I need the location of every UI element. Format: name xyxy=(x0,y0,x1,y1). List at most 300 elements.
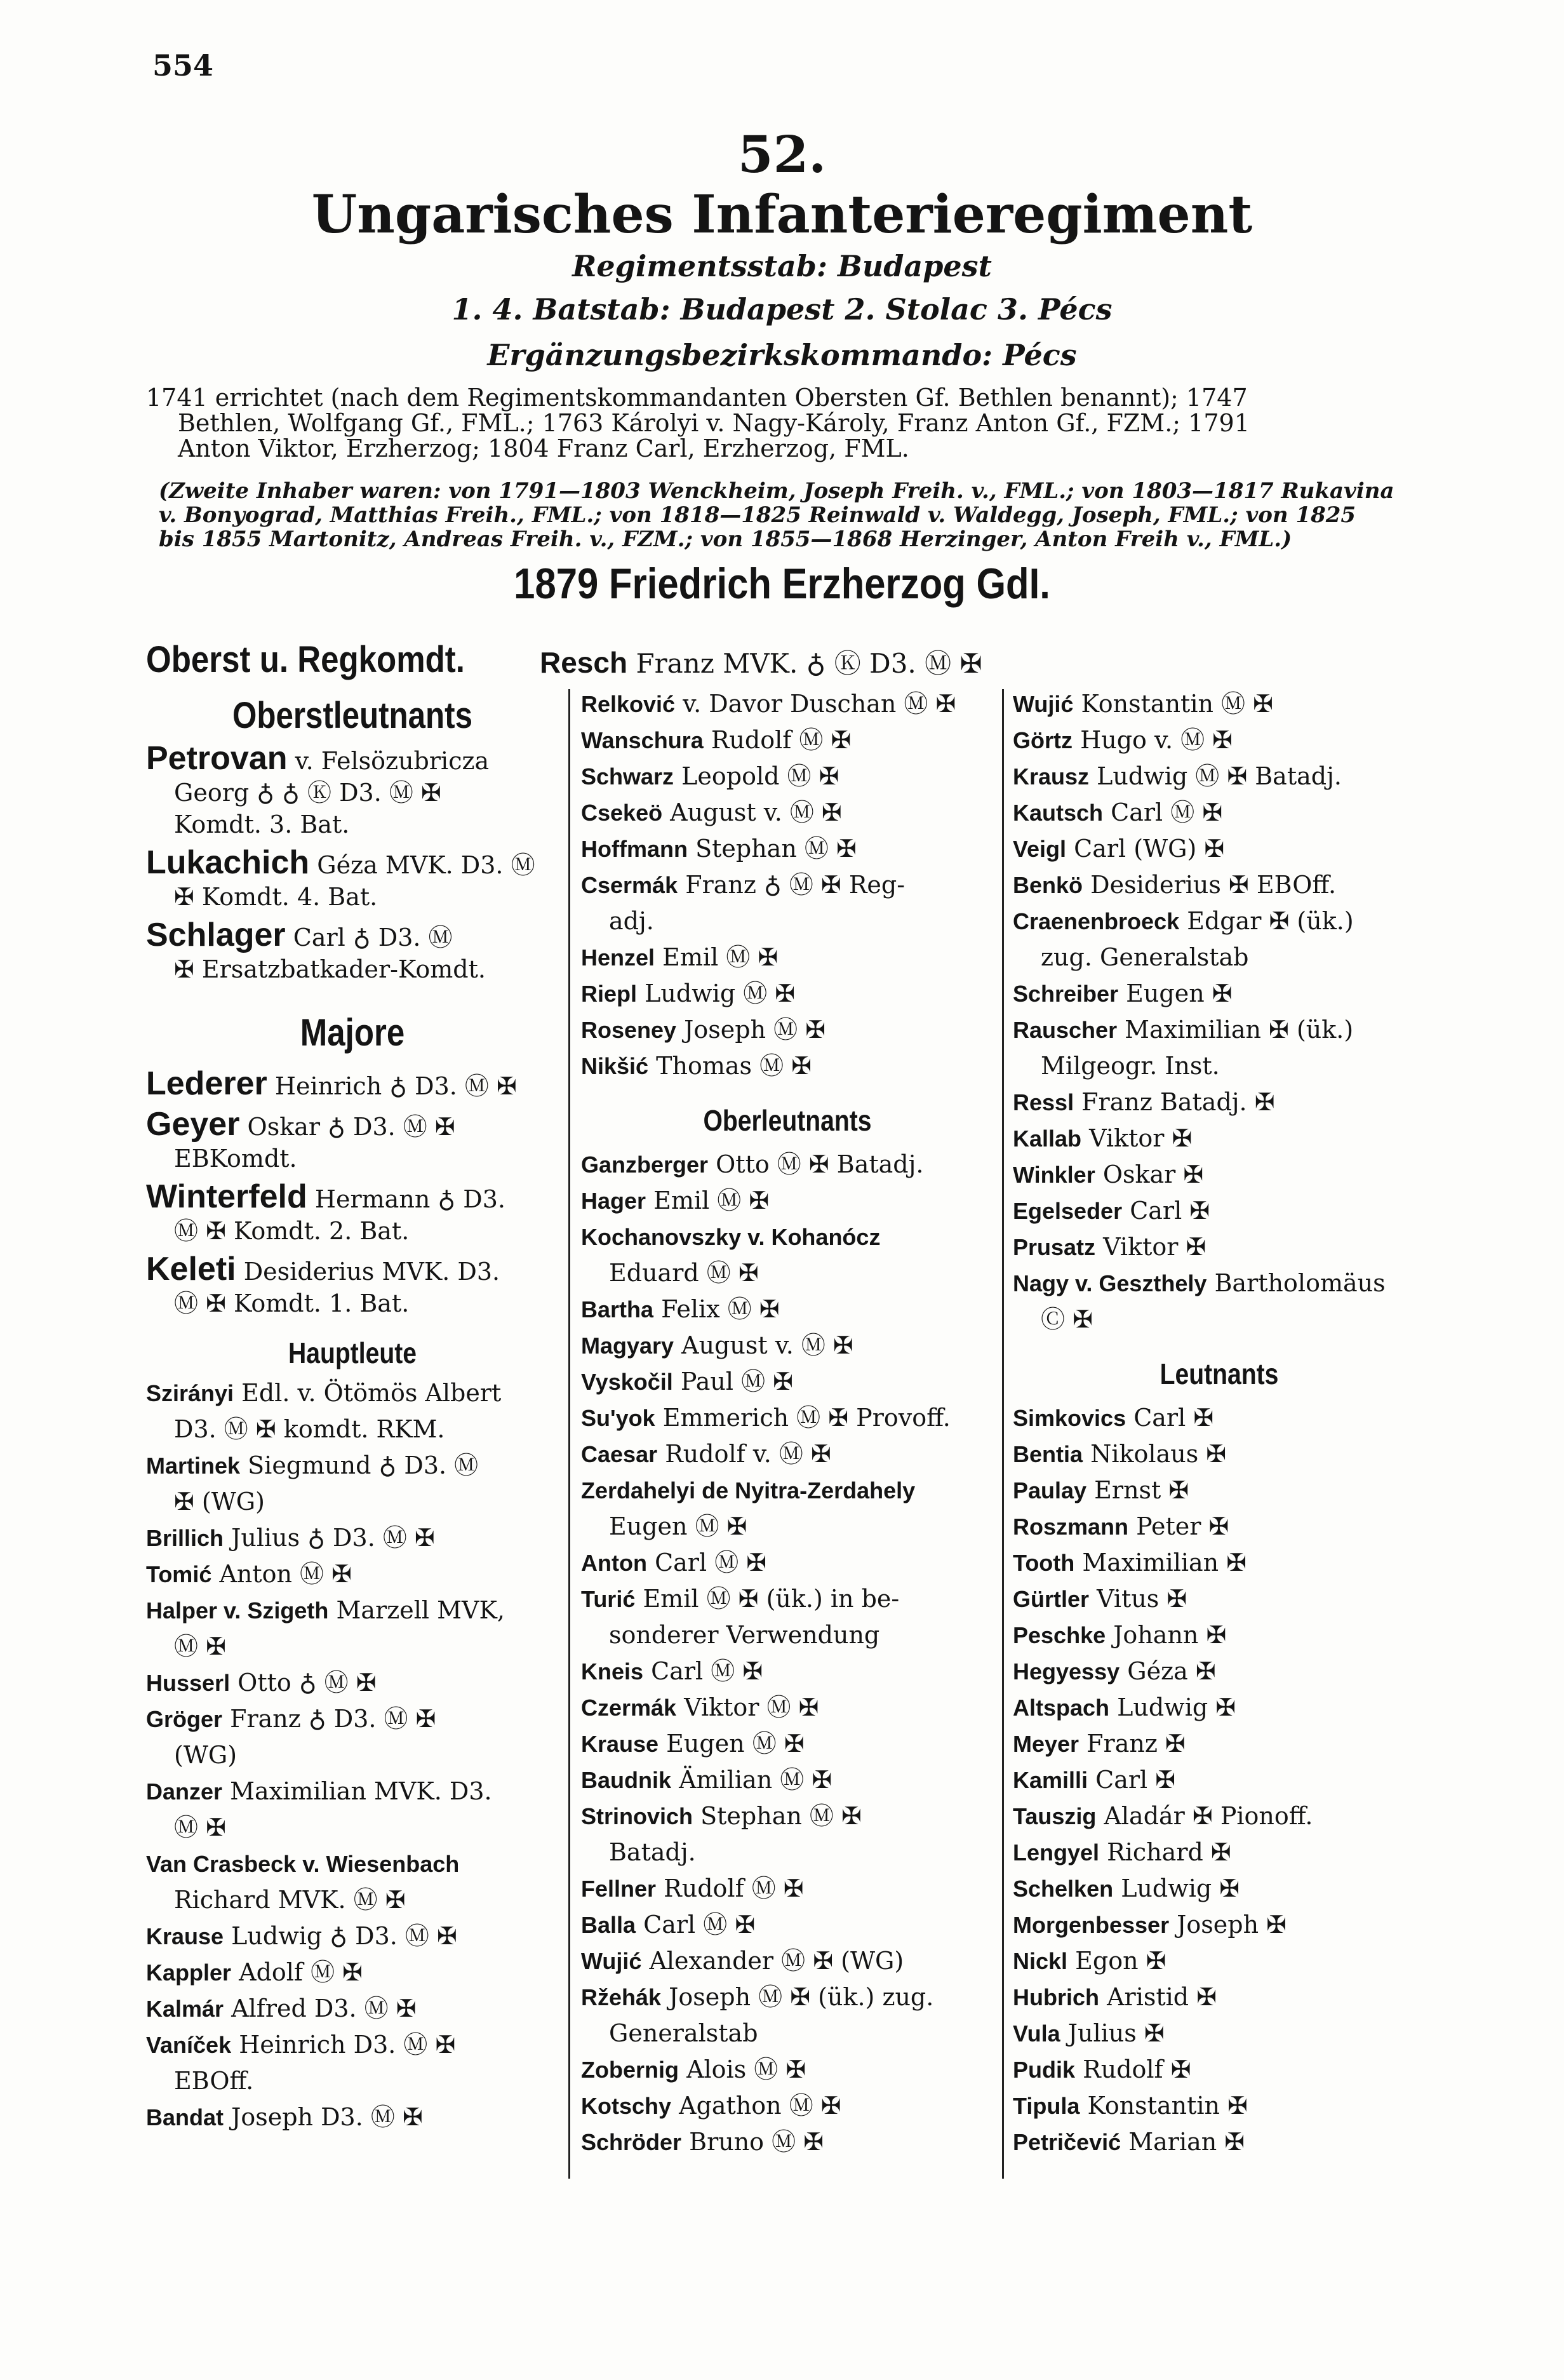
officer-entry xyxy=(581,1364,994,1400)
officer-surname: Schröder xyxy=(581,2129,682,2155)
officer-details: Oskar ♁ D3. Ⓜ ✠ xyxy=(247,1113,455,1141)
officer-details: Maximilian ✠ xyxy=(1082,1549,1247,1577)
officer-surname: Wujić xyxy=(581,1948,642,1974)
history-line: Bethlen, Wolfgang Gf., FML.; 1763 Károlyi v. Nagy-Károly, Franz Anton Gf., FZM.; 1791 xyxy=(178,409,1250,437)
officer-line xyxy=(581,1979,994,2015)
officer-line xyxy=(146,1773,559,1810)
officer-line xyxy=(581,1400,994,1436)
officer-line xyxy=(1013,1798,1426,1834)
officer-entry xyxy=(146,1253,559,1319)
officer-continuation: ✠ Komdt. 4. Bat. xyxy=(174,883,378,911)
page-number: 554 xyxy=(152,48,214,83)
officer-details: Joseph Ⓜ ✠ xyxy=(684,1016,826,1044)
officer-entry xyxy=(1013,1617,1426,1653)
officer-line xyxy=(146,740,559,777)
officer-line xyxy=(1013,1617,1426,1653)
officer-surname: Altspach xyxy=(1013,1695,1110,1721)
officer-entry xyxy=(1013,722,1426,758)
officer-line xyxy=(581,722,994,758)
regiment-staff: Regimentsstab: Budapest xyxy=(572,249,992,283)
officer-surname: Krause xyxy=(581,1731,659,1757)
officer-line xyxy=(1013,831,1426,867)
officer-line xyxy=(581,2124,994,2160)
majore-list xyxy=(146,1065,559,1319)
battalion-staffs: 1. 4. Batstab: Budapest 2. Stolac 3. Pécs xyxy=(451,292,1113,326)
officer-continuation: Eduard Ⓜ ✠ xyxy=(609,1259,759,1287)
column-right xyxy=(1013,686,1426,2160)
officer-continuation: Ⓒ ✠ xyxy=(1041,1305,1093,1333)
officer-surname: Magyary xyxy=(581,1333,674,1359)
officer-entry xyxy=(146,1448,559,1520)
officer-line xyxy=(581,1798,994,1834)
officer-entry xyxy=(581,1183,994,1219)
leutnants-list xyxy=(1013,1400,1426,2160)
officer-surname: Prusatz xyxy=(1013,1234,1096,1260)
oberleutnants-list xyxy=(581,1146,994,2160)
officer-details: Carl Ⓜ ✠ xyxy=(643,1911,756,1939)
officer-line xyxy=(1013,2052,1426,2088)
officer-entry xyxy=(581,1653,994,1690)
officer-details: Hugo v. Ⓜ ✠ xyxy=(1080,726,1233,754)
officer-line xyxy=(1013,2124,1426,2160)
history-line: Anton Viktor, Erzherzog; 1804 Franz Carl, Erzherzog, FML. xyxy=(178,434,909,462)
officer-entry xyxy=(581,2052,994,2088)
officer-details: Emmerich Ⓜ ✠ Provoff. xyxy=(662,1404,951,1432)
officer-entry xyxy=(581,1328,994,1364)
officer-details: Carl Ⓜ ✠ xyxy=(1111,798,1223,826)
officer-details: Rudolf Ⓜ ✠ xyxy=(711,726,852,754)
officer-entry xyxy=(581,1146,994,1183)
officer-details: Joseph D3. Ⓜ ✠ xyxy=(231,2103,423,2131)
officer-line xyxy=(1013,1265,1426,1301)
column-left xyxy=(146,689,559,2135)
officer-line xyxy=(1013,1581,1426,1617)
officer-surname: Kappler xyxy=(146,1960,232,1986)
officer-continuation: Komdt. 3. Bat. xyxy=(174,810,350,838)
officer-details: Ludwig Ⓜ ✠ Batadj. xyxy=(1097,762,1342,790)
officer-details: Franz ♁ D3. Ⓜ ✠ xyxy=(230,1705,436,1733)
officer-entry xyxy=(581,686,994,722)
officer-entry xyxy=(1013,795,1426,831)
column-middle xyxy=(581,686,994,2160)
officer-surname: Henzel xyxy=(581,945,655,971)
officer-surname: Roseney xyxy=(581,1017,677,1043)
officer-details: Eugen Ⓜ ✠ xyxy=(666,1730,805,1758)
officer-line xyxy=(1013,1012,1426,1048)
officer-line xyxy=(581,831,994,867)
officer-surname: Strinovich xyxy=(581,1803,693,1829)
officer-line xyxy=(1013,1120,1426,1157)
officer-surname: Petričević xyxy=(1013,2129,1121,2155)
officer-details: Carl ✠ xyxy=(1130,1197,1210,1225)
officer-surname: Krause xyxy=(146,1923,224,1949)
officer-line xyxy=(1013,758,1426,795)
officer-entry xyxy=(146,1520,559,1556)
officer-surname: Kochanovszky v. Kohanócz xyxy=(581,1224,881,1250)
officer-surname: Vula xyxy=(1013,2020,1060,2047)
officer-line xyxy=(146,1253,559,1287)
officer-surname: Nikšić xyxy=(581,1053,649,1079)
regiment-title: Ungarisches Infanterieregiment xyxy=(311,184,1253,245)
officer-entry xyxy=(1013,1545,1426,1581)
officer-entry xyxy=(581,2124,994,2160)
officer-line xyxy=(146,1991,559,2027)
officer-entry xyxy=(1013,1120,1426,1157)
officer-details: August v. Ⓜ ✠ xyxy=(670,798,842,826)
officer-surname: Görtz xyxy=(1013,727,1073,753)
officer-line xyxy=(146,2027,559,2063)
officer-details: Desiderius ✠ EBOff. xyxy=(1090,871,1337,899)
officer-details: Joseph ✠ xyxy=(1177,1911,1287,1939)
oberst-surname: Resch xyxy=(540,646,628,679)
officer-details: Julius ✠ xyxy=(1067,2019,1165,2047)
officer-surname: Nickl xyxy=(1013,1948,1068,1974)
heading-majore: Majore xyxy=(300,1011,405,1054)
officer-details: Richard ✠ xyxy=(1107,1838,1231,1866)
officer-continuation: EBOff. xyxy=(174,2067,254,2095)
officer-surname: Winkler xyxy=(1013,1162,1095,1188)
officer-surname: Pudik xyxy=(1013,2057,1076,2083)
officer-line xyxy=(146,1665,559,1701)
officer-details: Felix Ⓜ ✠ xyxy=(661,1295,780,1323)
oberst-label: Oberst u. Regkomdt. xyxy=(146,639,465,680)
officer-surname: Zerdahelyi de Nyitra-Zerdahely xyxy=(581,1477,916,1503)
officer-entry xyxy=(146,2027,559,2099)
officer-surname: Caesar xyxy=(581,1441,658,1467)
officer-line xyxy=(1013,976,1426,1012)
officer-surname: Ganzberger xyxy=(581,1152,709,1178)
officer-entry xyxy=(1013,976,1426,1012)
officer-surname: Morgenbesser xyxy=(1013,1912,1170,1938)
officer-entry xyxy=(1013,1907,1426,1943)
officer-entry xyxy=(1013,1265,1426,1338)
officer-line xyxy=(1013,1943,1426,1979)
officer-entry xyxy=(581,1690,994,1726)
officer-details: Thomas Ⓜ ✠ xyxy=(656,1052,812,1080)
officer-surname: Petrovan xyxy=(146,740,288,777)
officer-continuation: sonderer Verwendung xyxy=(609,1621,880,1649)
officer-entry xyxy=(146,1375,559,1448)
officer-line xyxy=(581,1907,994,1943)
officer-details: v. Davor Duschan Ⓜ ✠ xyxy=(683,690,956,718)
officer-line xyxy=(581,2088,994,2124)
officer-surname: Nagy v. Geszthely xyxy=(1013,1270,1207,1296)
officer-entry xyxy=(1013,2015,1426,2052)
officer-line xyxy=(1013,795,1426,831)
officer-entry xyxy=(1013,867,1426,903)
oberst-entry xyxy=(540,643,982,681)
officer-line xyxy=(1013,2015,1426,2052)
officer-line xyxy=(581,1545,994,1581)
officer-line xyxy=(146,844,559,881)
officer-details: Rudolf ✠ xyxy=(1083,2055,1191,2083)
officer-entry xyxy=(146,1773,559,1846)
officer-details: Carl ✠ xyxy=(1133,1404,1214,1432)
officer-line xyxy=(581,686,994,722)
officer-entry xyxy=(581,1907,994,1943)
officer-surname: Turić xyxy=(581,1586,636,1612)
heading-leutnants: Leutnants xyxy=(1160,1357,1279,1390)
officer-line xyxy=(581,867,994,903)
officer-line xyxy=(581,1690,994,1726)
officer-entry xyxy=(1013,1084,1426,1120)
officer-entry xyxy=(1013,1012,1426,1084)
officer-line xyxy=(581,1328,994,1364)
oberstleutnants-list xyxy=(146,740,559,985)
officer-details: Heinrich D3. Ⓜ ✠ xyxy=(239,2031,456,2059)
officer-surname: Bentia xyxy=(1013,1441,1083,1467)
officer-details: Alois Ⓜ ✠ xyxy=(686,2055,806,2083)
officer-details: Vitus ✠ xyxy=(1097,1585,1187,1613)
second-owners-note xyxy=(159,479,1422,551)
officer-surname: Schreiber xyxy=(1013,981,1119,1007)
officer-line xyxy=(146,1846,559,1882)
officer-details: August v. Ⓜ ✠ xyxy=(681,1331,853,1359)
officer-surname: Geyer xyxy=(146,1106,240,1143)
officer-surname: Fellner xyxy=(581,1876,657,1902)
officer-surname: Schlager xyxy=(146,917,286,953)
officer-entry xyxy=(1013,1871,1426,1907)
officer-details: Adolf Ⓜ ✠ xyxy=(239,1958,363,1986)
officer-line xyxy=(1013,1229,1426,1265)
officer-details: Rudolf v. Ⓜ ✠ xyxy=(665,1440,831,1468)
officer-surname: Egelseder xyxy=(1013,1198,1123,1224)
officer-line xyxy=(581,1726,994,1762)
officer-entry xyxy=(581,1291,994,1328)
officer-details: Viktor Ⓜ ✠ xyxy=(684,1693,819,1721)
officer-line xyxy=(1013,1653,1426,1690)
officer-line xyxy=(146,1448,559,1484)
officer-entry xyxy=(1013,1581,1426,1617)
officer-line xyxy=(581,1871,994,1907)
officer-surname: Rauscher xyxy=(1013,1017,1118,1043)
officer-line xyxy=(1013,1834,1426,1871)
officer-entry xyxy=(581,1871,994,1907)
heading-oberleutnants: Oberleutnants xyxy=(703,1104,872,1137)
officer-details: Otto ♁ Ⓜ ✠ xyxy=(237,1669,377,1697)
officer-line xyxy=(1013,2088,1426,2124)
officer-line xyxy=(1013,1690,1426,1726)
officer-entry xyxy=(1013,831,1426,867)
officer-details: Maximilian MVK. D3. xyxy=(230,1777,492,1805)
officer-line xyxy=(581,1581,994,1617)
officer-details: Siegmund ♁ D3. Ⓜ xyxy=(248,1451,479,1479)
officer-entry xyxy=(1013,1193,1426,1229)
officer-details: Heinrich ♁ D3. Ⓜ ✠ xyxy=(274,1072,517,1100)
officer-line xyxy=(146,1178,559,1215)
officer-line xyxy=(1013,1871,1426,1907)
officer-entry xyxy=(581,1048,994,1084)
officer-surname: Meyer xyxy=(1013,1731,1079,1757)
officer-line xyxy=(581,1653,994,1690)
officer-details: Otto Ⓜ ✠ Batadj. xyxy=(716,1150,924,1178)
officer-continuation: Generalstab xyxy=(609,2019,758,2047)
officer-details: Aristid ✠ xyxy=(1107,1983,1217,2011)
officer-surname: Halper v. Szigeth xyxy=(146,1597,329,1624)
officer-surname: Martinek xyxy=(146,1453,241,1479)
officer-continuation: adj. xyxy=(609,907,654,935)
officer-surname: Czermák xyxy=(581,1695,677,1721)
officer-line xyxy=(581,1762,994,1798)
officer-continuation: ✠ (WG) xyxy=(174,1488,265,1516)
officer-continuation: EBKomdt. xyxy=(174,1145,297,1173)
officer-continuation: Eugen Ⓜ ✠ xyxy=(609,1512,747,1540)
officer-details: Leopold Ⓜ ✠ xyxy=(681,762,839,790)
officer-entry xyxy=(1013,1762,1426,1798)
officer-surname: Schwarz xyxy=(581,763,674,790)
officer-line xyxy=(1013,867,1426,903)
officer-entry xyxy=(1013,1979,1426,2015)
officer-details: Carl (WG) ✠ xyxy=(1074,835,1225,863)
officer-line xyxy=(581,1472,994,1509)
officer-entry xyxy=(581,1726,994,1762)
officer-line xyxy=(1013,722,1426,758)
officer-surname: Schelken xyxy=(1013,1876,1114,1902)
officer-line xyxy=(146,1556,559,1592)
officer-entry xyxy=(1013,1229,1426,1265)
officer-entry xyxy=(1013,903,1426,976)
officer-entry xyxy=(581,1943,994,1979)
heading-oberstleutnants: Oberstleutnants xyxy=(232,695,473,736)
officer-entry xyxy=(1013,1690,1426,1726)
officer-surname: Ržehák xyxy=(581,1984,662,2010)
second-owners-line: bis 1855 Martonitz, Andreas Freih. v., FZM.; von 1855—1868 Herzinger, Anton Freih v., FML.) xyxy=(159,527,1292,552)
officer-continuation: ✠ Ersatzbatkader-Komdt. xyxy=(174,955,486,983)
officer-entry xyxy=(581,758,994,795)
officer-surname: Lukachich xyxy=(146,844,310,881)
officer-details: Ludwig Ⓜ ✠ xyxy=(645,979,796,1007)
officer-line xyxy=(581,1436,994,1472)
officer-details: Emil Ⓜ ✠ xyxy=(662,943,779,971)
officer-surname: Zobernig xyxy=(581,2057,679,2083)
officer-surname: Balla xyxy=(581,1912,636,1938)
officer-surname: Kallab xyxy=(1013,1126,1082,1152)
officer-continuation: Georg ♁ ♁ Ⓚ D3. Ⓜ ✠ xyxy=(174,779,441,807)
officer-details: Julius ♁ D3. Ⓜ ✠ xyxy=(231,1524,435,1552)
officer-entry xyxy=(581,867,994,939)
officer-line xyxy=(1013,1762,1426,1798)
officer-surname: Kneis xyxy=(581,1658,644,1684)
officer-entry xyxy=(1013,1436,1426,1472)
officer-surname: Danzer xyxy=(146,1778,223,1805)
column-divider xyxy=(1002,689,1004,2179)
officer-entry xyxy=(581,795,994,831)
officer-surname: Ressl xyxy=(1013,1089,1074,1115)
officer-surname: Kotschy xyxy=(581,2093,672,2119)
officer-details: Edgar ✠ (ük.) xyxy=(1187,907,1354,935)
officer-details: Franz ✠ xyxy=(1086,1730,1186,1758)
officer-line xyxy=(1013,1726,1426,1762)
officer-entry xyxy=(581,1979,994,2052)
officer-details: Joseph Ⓜ ✠ (ük.) zug. xyxy=(669,1983,934,2011)
officer-line xyxy=(1013,1436,1426,1472)
officer-continuation: Ⓜ ✠ Komdt. 1. Bat. xyxy=(174,1289,410,1317)
officer-surname: Riepl xyxy=(581,981,638,1007)
officer-details: Eugen ✠ xyxy=(1126,979,1233,1007)
officer-surname: Winterfeld xyxy=(146,1178,307,1215)
officer-surname: Anton xyxy=(581,1550,647,1576)
officer-line xyxy=(581,1943,994,1979)
officer-entry xyxy=(581,1436,994,1472)
officer-continuation: zug. Generalstab xyxy=(1041,943,1249,971)
officer-surname: Bandat xyxy=(146,2104,224,2130)
officer-details: Emil Ⓜ ✠ (ük.) in be- xyxy=(643,1585,900,1613)
officer-details: Anton Ⓜ ✠ xyxy=(219,1560,352,1588)
officer-details: Maximilian ✠ (ük.) xyxy=(1125,1016,1354,1044)
officer-entry xyxy=(581,939,994,976)
officer-line xyxy=(146,1108,559,1143)
officer-surname: Peschke xyxy=(1013,1622,1106,1648)
officer-line xyxy=(581,2052,994,2088)
officer-details: Ludwig ♁ D3. Ⓜ ✠ xyxy=(231,1922,457,1950)
officer-continuation: Batadj. xyxy=(609,1838,696,1866)
officer-continuation: Ⓜ ✠ Komdt. 2. Bat. xyxy=(174,1217,410,1245)
officer-surname: Tipula xyxy=(1013,2093,1080,2119)
officer-surname: Kautsch xyxy=(1013,800,1104,826)
officer-line xyxy=(146,1954,559,1991)
officer-line xyxy=(1013,686,1426,722)
officer-continuation: Richard MVK. Ⓜ ✠ xyxy=(174,1886,406,1914)
second-owners-line: v. Bonyograd, Matthias Freih., FML.; von 1818—1825 Reinwald v. Waldegg, Joseph, FML.; von 1825 xyxy=(159,502,1356,528)
officer-details: Alexander Ⓜ ✠ (WG) xyxy=(649,1947,904,1975)
officer-details: Franz ♁ Ⓜ ✠ Reg- xyxy=(685,871,906,899)
officer-details: Carl Ⓜ ✠ xyxy=(655,1549,767,1577)
officer-details: Desiderius MVK. D3. xyxy=(243,1258,500,1286)
officer-line xyxy=(581,1364,994,1400)
officer-continuation: D3. Ⓜ ✠ komdt. RKM. xyxy=(174,1415,445,1443)
officer-line xyxy=(581,1183,994,1219)
officer-surname: Craenenbroeck xyxy=(1013,908,1180,934)
officer-surname: Vaníček xyxy=(146,2032,232,2058)
officer-entry xyxy=(581,1581,994,1653)
officer-surname: Krausz xyxy=(1013,763,1090,790)
officer-surname: Benkö xyxy=(1013,872,1083,898)
officer-entry xyxy=(581,1400,994,1436)
regiment-owner: 1879 Friedrich Erzherzog GdI. xyxy=(514,560,1050,608)
officer-details: Viktor ✠ xyxy=(1089,1124,1193,1152)
officer-entry xyxy=(581,1762,994,1798)
officer-line xyxy=(1013,1509,1426,1545)
officer-surname: Wanschura xyxy=(581,727,704,753)
officer-entry xyxy=(146,1065,559,1102)
officer-surname: Csermák xyxy=(581,872,678,898)
officer-entry xyxy=(1013,2052,1426,2088)
ergaenzung-command: Ergänzungsbezirkskommando: Pécs xyxy=(487,338,1077,372)
officer-line xyxy=(581,758,994,795)
officer-surname: Lengyel xyxy=(1013,1839,1100,1866)
officer-entry xyxy=(1013,1726,1426,1762)
officer-entry xyxy=(146,2099,559,2135)
officer-entry xyxy=(1013,1943,1426,1979)
officer-details: Hermann ♁ D3. xyxy=(314,1185,505,1213)
officer-line xyxy=(1013,1545,1426,1581)
oberst-details: Franz MVK. ♁ Ⓚ D3. Ⓜ ✠ xyxy=(636,648,982,679)
officer-details: Stephan Ⓜ ✠ xyxy=(700,1802,862,1830)
officer-entry xyxy=(581,831,994,867)
officer-details: Aladár ✠ Pionoff. xyxy=(1104,1802,1313,1830)
officer-entry xyxy=(1013,1653,1426,1690)
officer-details: Stephan Ⓜ ✠ xyxy=(695,835,857,863)
officer-surname: Gürtler xyxy=(1013,1586,1090,1612)
officer-surname: Tauszig xyxy=(1013,1803,1097,1829)
officer-entry xyxy=(146,1701,559,1773)
officer-line xyxy=(146,1375,559,1411)
officer-details: Ludwig ✠ xyxy=(1117,1693,1236,1721)
officer-line xyxy=(581,1048,994,1084)
officer-surname: Brillich xyxy=(146,1525,224,1551)
officer-line xyxy=(1013,1193,1426,1229)
officer-entry xyxy=(1013,1509,1426,1545)
